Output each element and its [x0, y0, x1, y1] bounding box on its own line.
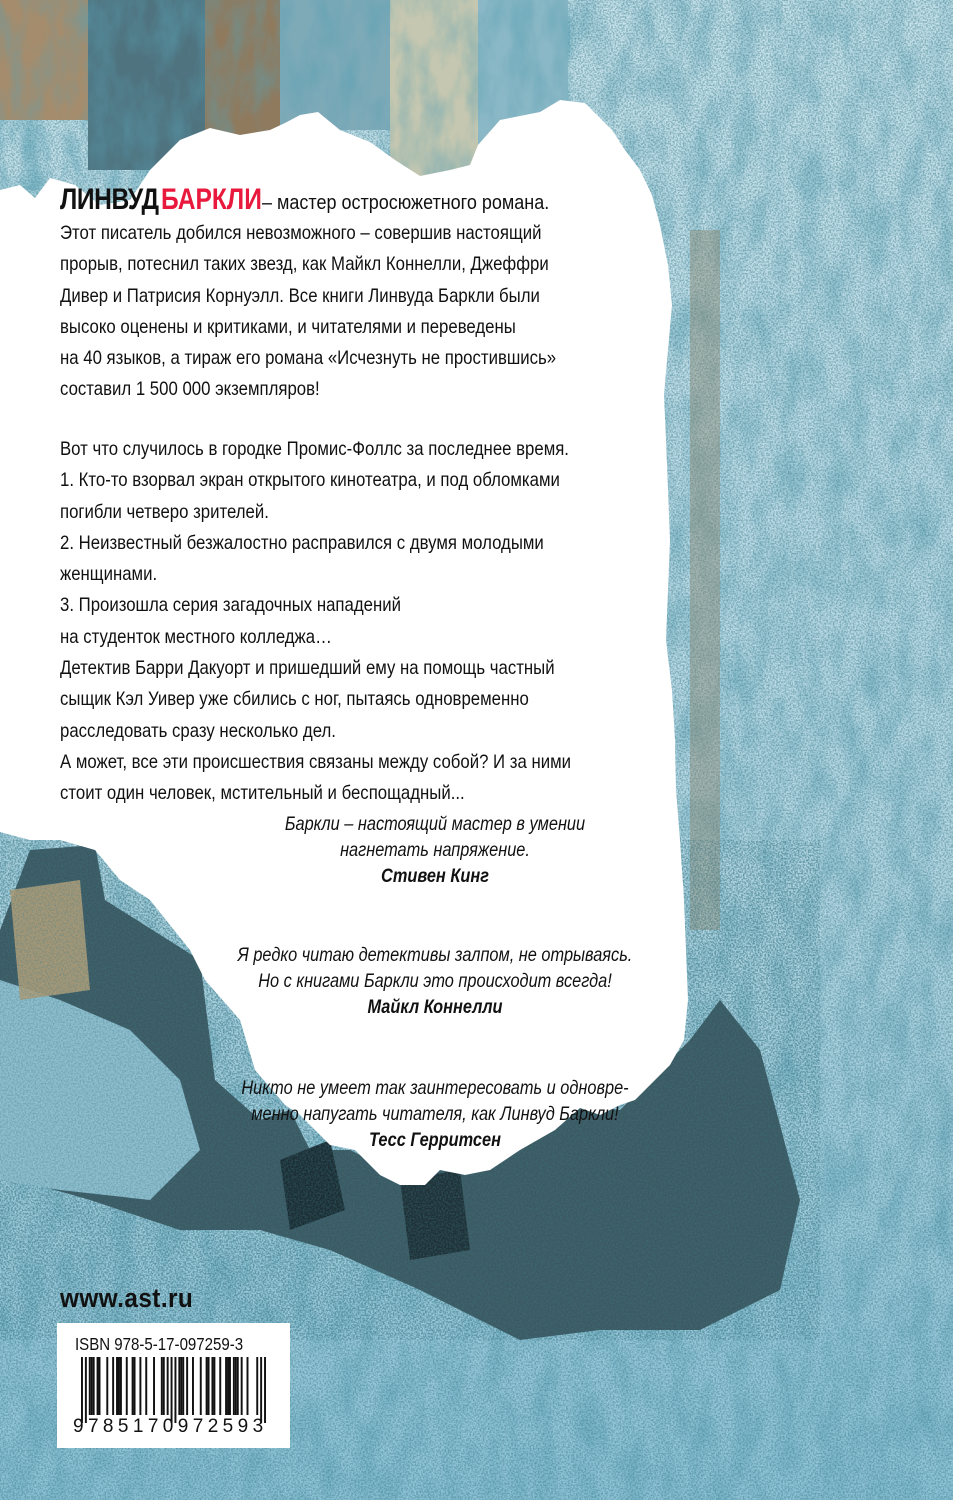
tagline: – мастер остросюжетного романа.: [262, 192, 550, 214]
quote-author: Майкл Коннелли: [367, 997, 503, 1018]
quote-line: Но с книгами Баркли это происходит всегда!: [258, 971, 612, 992]
author-last-name: БАРКЛИ: [160, 183, 262, 216]
about-line: Дивер и Патрисия Корнуэлл. Все книги Линвуда Баркли были: [60, 284, 540, 307]
barcode-bar: [118, 1357, 120, 1415]
barcode-bar: [178, 1357, 180, 1415]
barcode-bar: [126, 1357, 128, 1415]
barcode-bar: [97, 1357, 99, 1415]
barcode-bar: [186, 1357, 188, 1415]
isbn-number: ISBN 978-5-17-097259-3: [75, 1334, 244, 1354]
author-first-name: ЛИНВУД: [60, 183, 159, 216]
barcode-bar: [163, 1357, 165, 1415]
barcode-bar: [134, 1357, 136, 1415]
barcode-bar: [139, 1357, 141, 1415]
barcode-bar: [211, 1357, 213, 1415]
barcode-bar: [235, 1357, 237, 1415]
barcode-bar: [161, 1357, 163, 1415]
barcode-bar: [132, 1357, 134, 1415]
barcode-bar: [81, 1357, 83, 1423]
quote-line: нагнетать напряжение.: [340, 840, 530, 861]
barcode-bar: [99, 1357, 101, 1415]
synopsis-line: погибли четверо зрителей.: [60, 500, 269, 523]
barcode-bar: [145, 1357, 147, 1415]
barcode-bar: [233, 1357, 235, 1415]
about-line: составил 1 500 000 экземпляров!: [60, 378, 320, 401]
synopsis-line: 1. Кто-то взорвал экран открытого кинотеатра, и под обломками: [60, 469, 560, 492]
barcode-label: [57, 1323, 290, 1448]
barcode-bar: [264, 1357, 266, 1423]
barcode-bar: [241, 1357, 243, 1415]
quote-gerritsen: [160, 1076, 710, 1154]
barcode-bar: [182, 1357, 184, 1415]
synopsis-line: 2. Неизвестный безжалостно расправился с двумя молодыми: [60, 531, 544, 554]
barcode-bar: [260, 1357, 262, 1423]
synopsis-line: Детектив Барри Дакуорт и пришедший ему на помощь частный: [60, 657, 555, 680]
barcode-bar: [174, 1357, 176, 1423]
synopsis-line: женщинами.: [60, 563, 158, 586]
barcode-bar: [208, 1357, 210, 1415]
synopsis-line: 3. Произошла серия загадочных нападений: [60, 594, 401, 617]
barcode-bar: [106, 1357, 108, 1415]
quote-line: Баркли – настоящий мастер в умении: [284, 814, 586, 835]
barcode-bar: [93, 1357, 95, 1415]
synopsis-line: расследовать сразу несколько дел.: [60, 719, 336, 742]
quote-line: Никто не умеет так заинтересовать и одновре-: [241, 1078, 629, 1099]
about-line: прорыв, потеснил таких звезд, как Майкл Коннелли, Джеффри: [60, 253, 549, 276]
ean-digits: 9785170972593: [73, 1416, 268, 1437]
barcode-bar: [120, 1357, 122, 1415]
barcode-bar: [91, 1357, 93, 1415]
quote-line: Я редко читаю детективы залпом, не отрываясь.: [237, 945, 633, 966]
barcode-bar: [180, 1357, 182, 1415]
barcode-bar: [167, 1357, 169, 1415]
quote-line: менно напугать читателя, как Линвуд Баркли!: [251, 1104, 619, 1125]
title-line: [60, 183, 581, 217]
about-author: [60, 218, 680, 406]
quote-author: Стивен Кинг: [381, 866, 489, 887]
about-line: Этот писатель добился невозможного – совершив настоящий: [60, 222, 542, 244]
barcode-bars: [81, 1357, 266, 1423]
synopsis: [60, 434, 680, 810]
barcode-bar: [225, 1357, 227, 1415]
barcode-bar: [116, 1357, 118, 1415]
synopsis-line: А может, все эти происшествия связаны между собой? И за ними: [60, 750, 571, 773]
barcode-bar: [213, 1357, 215, 1415]
quote-author: Тесс Герритсен: [369, 1130, 501, 1151]
quote-king: [160, 812, 710, 890]
barcode-bar: [153, 1357, 155, 1415]
barcode-bar: [227, 1357, 229, 1415]
quote-connelly: [160, 943, 710, 1021]
barcode-bar: [256, 1357, 258, 1415]
barcode-bar: [192, 1357, 194, 1415]
barcode-bar: [229, 1357, 231, 1415]
barcode-bar: [206, 1357, 208, 1415]
barcode-bar: [247, 1357, 249, 1415]
synopsis-line: стоит один человек, мстительный и беспощадный...: [60, 782, 465, 805]
barcode-bar: [89, 1357, 91, 1415]
synopsis-line: на студенток местного колледжа…: [60, 625, 332, 648]
about-line: на 40 языков, а тираж его романа «Исчезнуть не простившись»: [60, 347, 557, 370]
barcode-bar: [112, 1357, 114, 1415]
synopsis-line: сыщик Кэл Уивер уже сбились с ног, пытаясь одновременно: [60, 688, 529, 711]
barcode-bar: [171, 1357, 173, 1423]
barcode-bar: [219, 1357, 221, 1415]
publisher-url[interactable]: www.ast.ru: [60, 1283, 194, 1313]
about-line: высоко оценены и критиками, и читателями и переведены: [60, 315, 516, 338]
barcode-bar: [237, 1357, 239, 1415]
synopsis-line: Вот что случилось в городке Промис-Фоллс за последнее время.: [60, 438, 569, 460]
barcode-bar: [200, 1357, 202, 1415]
barcode-bar: [85, 1357, 87, 1423]
